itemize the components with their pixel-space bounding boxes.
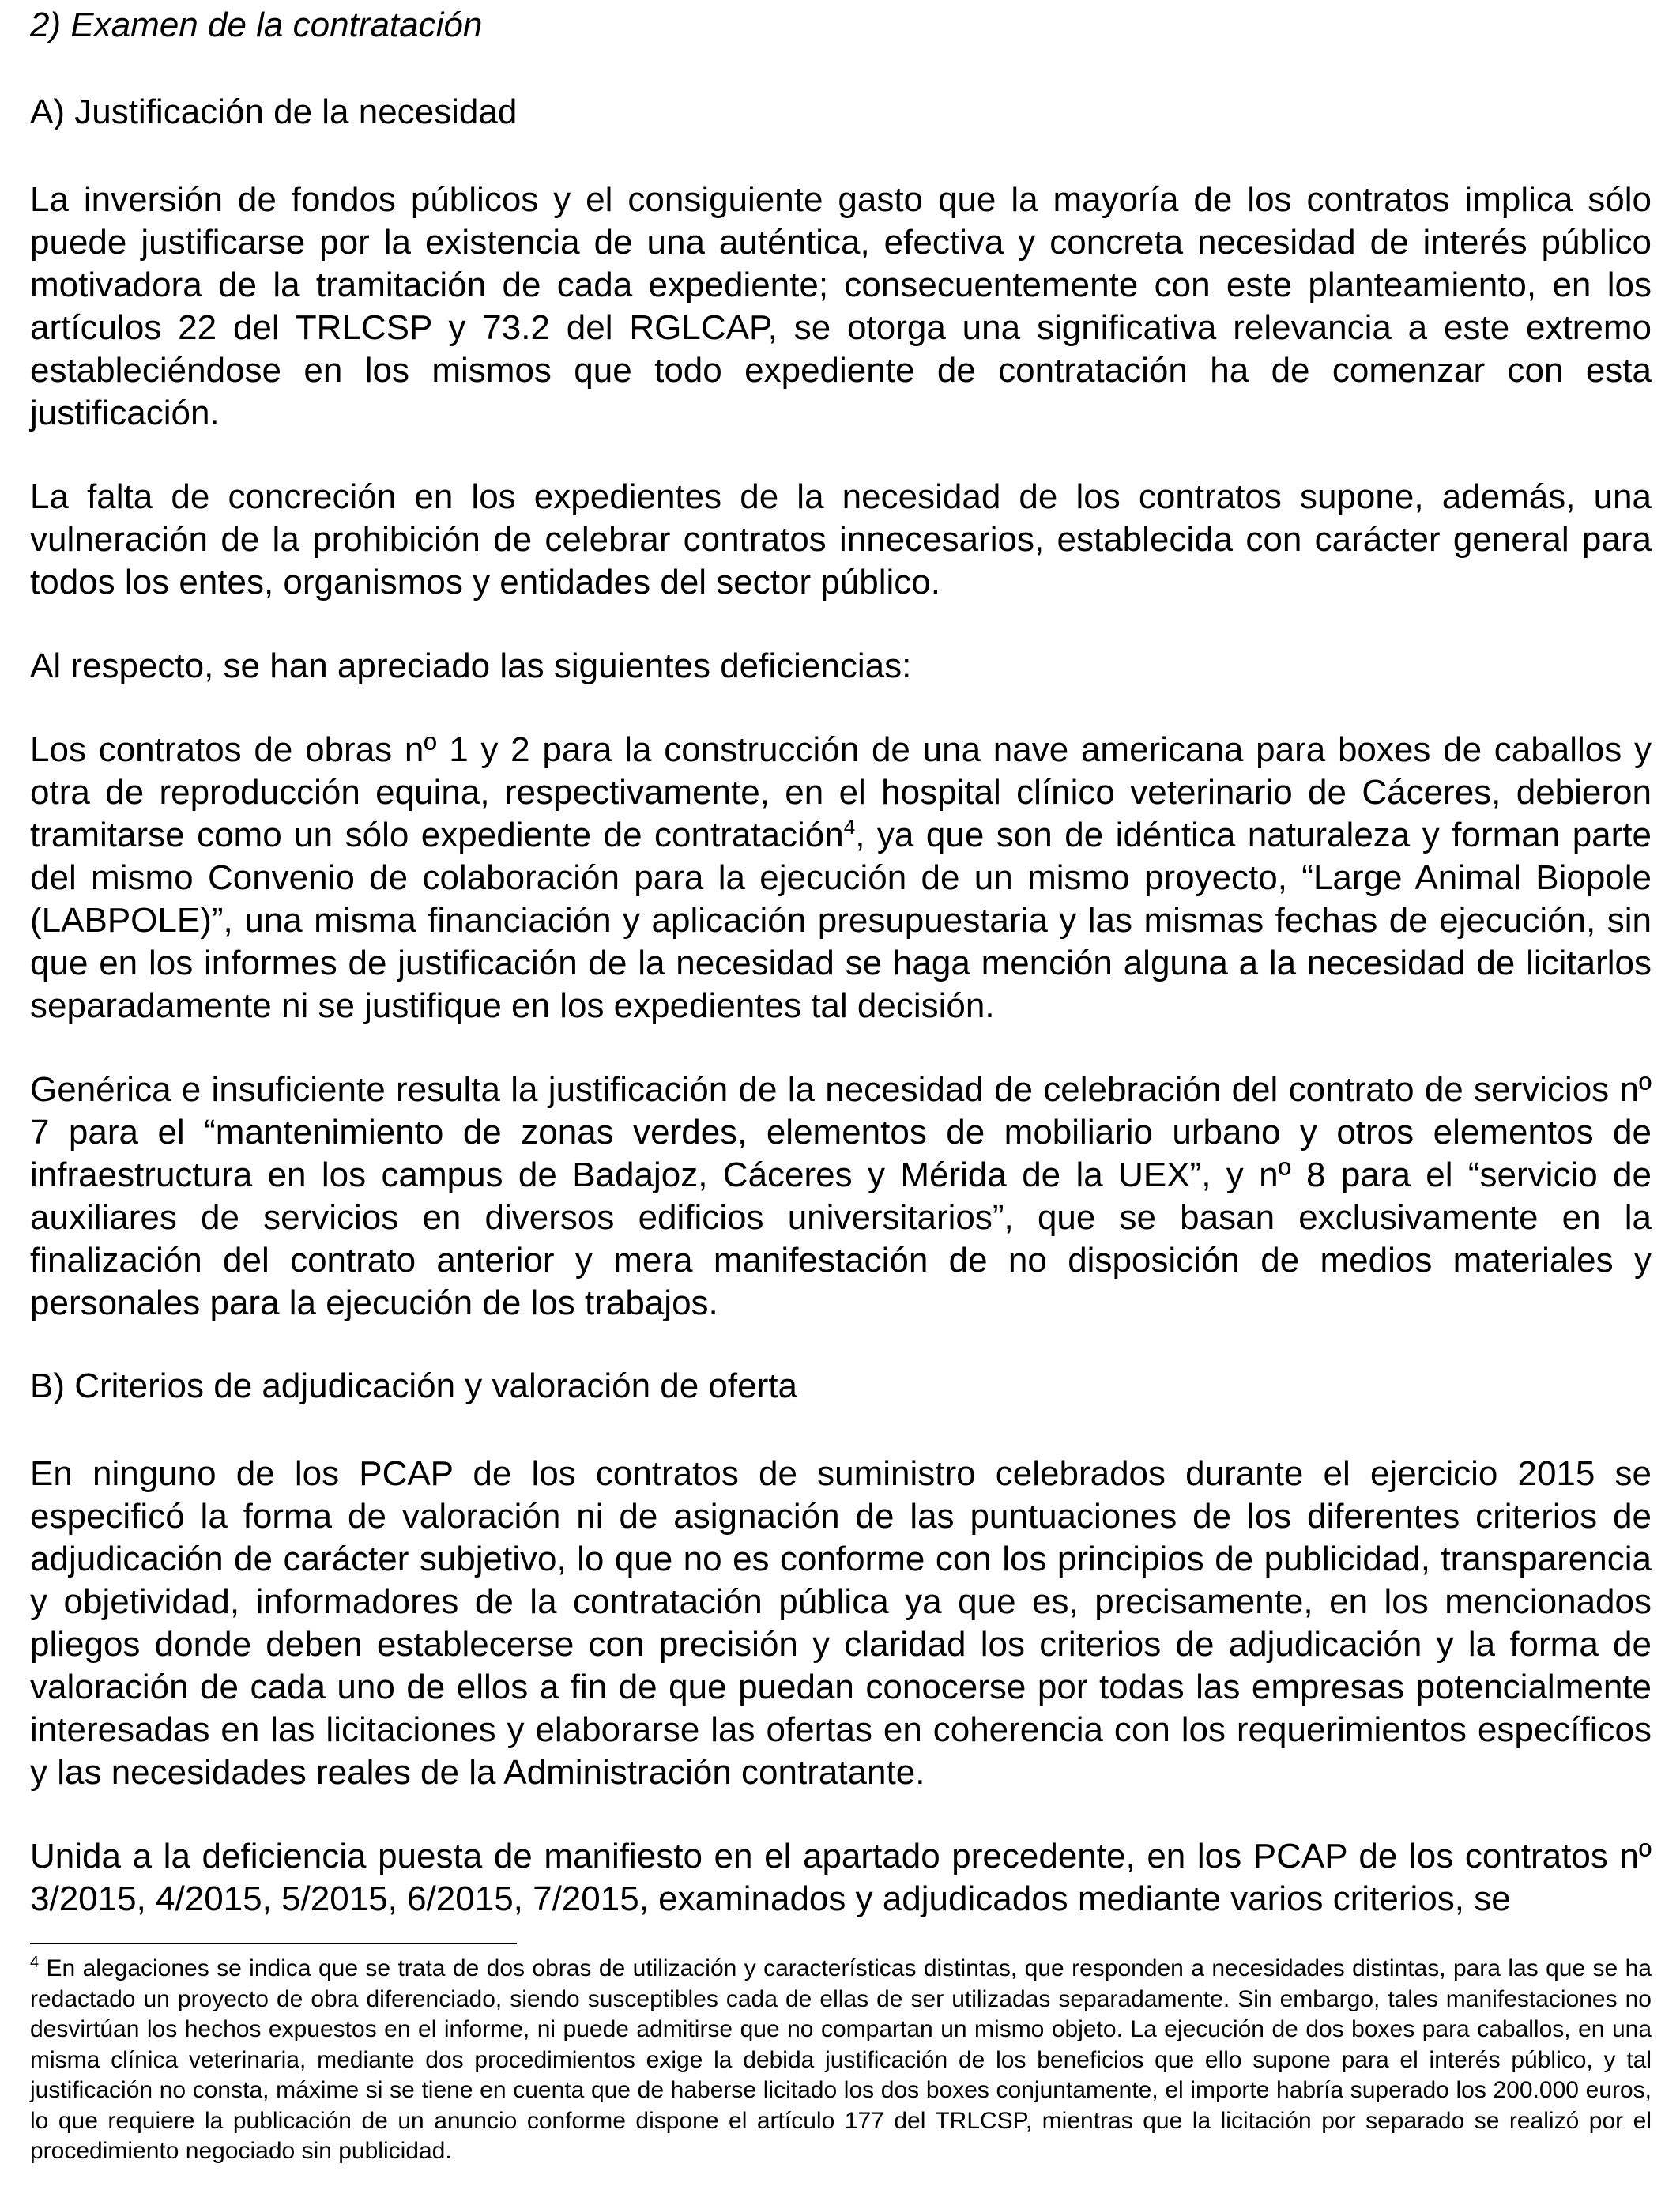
paragraph-a3: Al respecto, se han apreciado las siguientes deficiencias: xyxy=(30,647,912,685)
footnote xyxy=(30,1954,1652,2167)
footnote-text: En alegaciones se indica que se trata de dos obras de utilización y características distintas, que responden a necesidades distintas, para las que se ha redactado un proyecto de obra diferenciado, siendo susceptibles cada de ellas de ser utilizadas separadamente. Sin embargo, tales manifestaciones no desvirtúan los hechos expuestos en el informe, ni puede admitirse que no compartan un mismo objeto. La ejecución de dos boxes para caballos, en una misma clínica veterinaria, mediante dos procedimientos exige la debida justificación de los beneficios que ello supone para el interés público, y tal justificación no consta, máxime si se tiene en cuenta que de haberse licitado los dos boxes conjuntamente, el importe habría superado los 200.000 euros, lo que requiere la publicación de un anuncio conforme dispone el artículo 177 del TRLCSP, mientras que la licitación por separado se realizó por el procedimiento negociado sin publicidad. xyxy=(30,1955,1652,2164)
paragraph-b1: En ninguno de los PCAP de los contratos de suministro celebrados durante el ejercicio 2015 se especificó la forma de valoración ni de asignación de las puntuaciones de los diferentes criterios de adjudicación de carácter subjetivo, lo que no es conforme con los principios de publicidad, transparencia y objetividad, informadores de la contratación pública ya que es, precisamente, en los mencionados pliegos donde deben establecerse con precisión y claridad los criterios de adjudicación y la forma de valoración de cada uno de ellos a fin de que puedan conocerse por todas las empresas potencialmente interesadas en las licitaciones y elaborarse las ofertas en coherencia con los requerimientos específicos y las necesidades reales de la Administración contratante. xyxy=(30,1454,1652,1792)
paragraph-a4-part1: Los contratos de obras nº 1 y 2 para la construcción de una nave americana para boxes de caballos y otra de reproducción equina, respectivamente, en el hospital clínico veterinario de Cáceres, debieron tramitarse como un sólo expediente de contratación xyxy=(30,730,1652,854)
footnote-number: 4 xyxy=(30,1954,40,1971)
paragraph-a1: La inversión de fondos públicos y el consiguiente gasto que la mayoría de los contratos implica sólo puede justificarse por la existencia de una auténtica, efectiva y concreta necesidad de interés público motivadora de la tramitación de cada expediente; consecuentemente con este planteamiento, en los artículos 22 del TRLCSP y 73.2 del RGLCAP, se otorga una significativa relevancia a este extremo estableciéndose en los mismos que todo expediente de contratación ha de comenzar con esta justificación. xyxy=(30,180,1652,432)
section-title: 2) Examen de la contratación xyxy=(30,6,483,44)
footnote-separator xyxy=(30,1943,517,1944)
paragraph-a4-part2: , ya que son de idéntica naturaleza y forman parte del mismo Convenio de colaboración para la ejecución de un mismo proyecto, “Large Animal Biopole (LABPOLE)”, una misma financiación y aplicación presupuestaria y las mismas fechas de ejecución, sin que en los informes de justificación de la necesidad se haga mención alguna a la necesidad de licitarlos separadamente ni se justifique en los expedientes tal decisión. xyxy=(30,816,1652,1025)
subsection-a-title: A) Justificación de la necesidad xyxy=(30,92,518,131)
footnote-reference[interactable]: 4 xyxy=(843,815,856,839)
subsection-b-title: B) Criterios de adjudicación y valoración de oferta xyxy=(30,1367,797,1405)
document-body xyxy=(30,5,1652,1921)
paragraph-a2: La falta de concreción en los expedientes de la necesidad de los contratos supone, además, una vulneración de la prohibición de celebrar contratos innecesarios, establecida con carácter general para todos los entes, organismos y entidades del sector público. xyxy=(30,477,1652,601)
paragraph-a5: Genérica e insuficiente resulta la justificación de la necesidad de celebración del contrato de servicios nº 7 para el “mantenimiento de zonas verdes, elementos de mobiliario urbano y otros elementos de infraestructura en los campus de Badajoz, Cáceres y Mérida de la UEX”, y nº 8 para el “servicio de auxiliares de servicios en diversos edificios universitarios”, que se basan exclusivamente en la finalización del contrato anterior y mera manifestación de no disposición de medios materiales y personales para la ejecución de los trabajos. xyxy=(30,1070,1652,1322)
paragraph-a4 xyxy=(30,729,1652,1027)
paragraph-b2: Unida a la deficiencia puesta de manifiesto en el apartado precedente, en los PCAP de los contratos nº 3/2015, 4/2015, 5/2015, 6/2015, 7/2015, examinados y adjudicados mediante varios criterios, se xyxy=(30,1837,1652,1918)
